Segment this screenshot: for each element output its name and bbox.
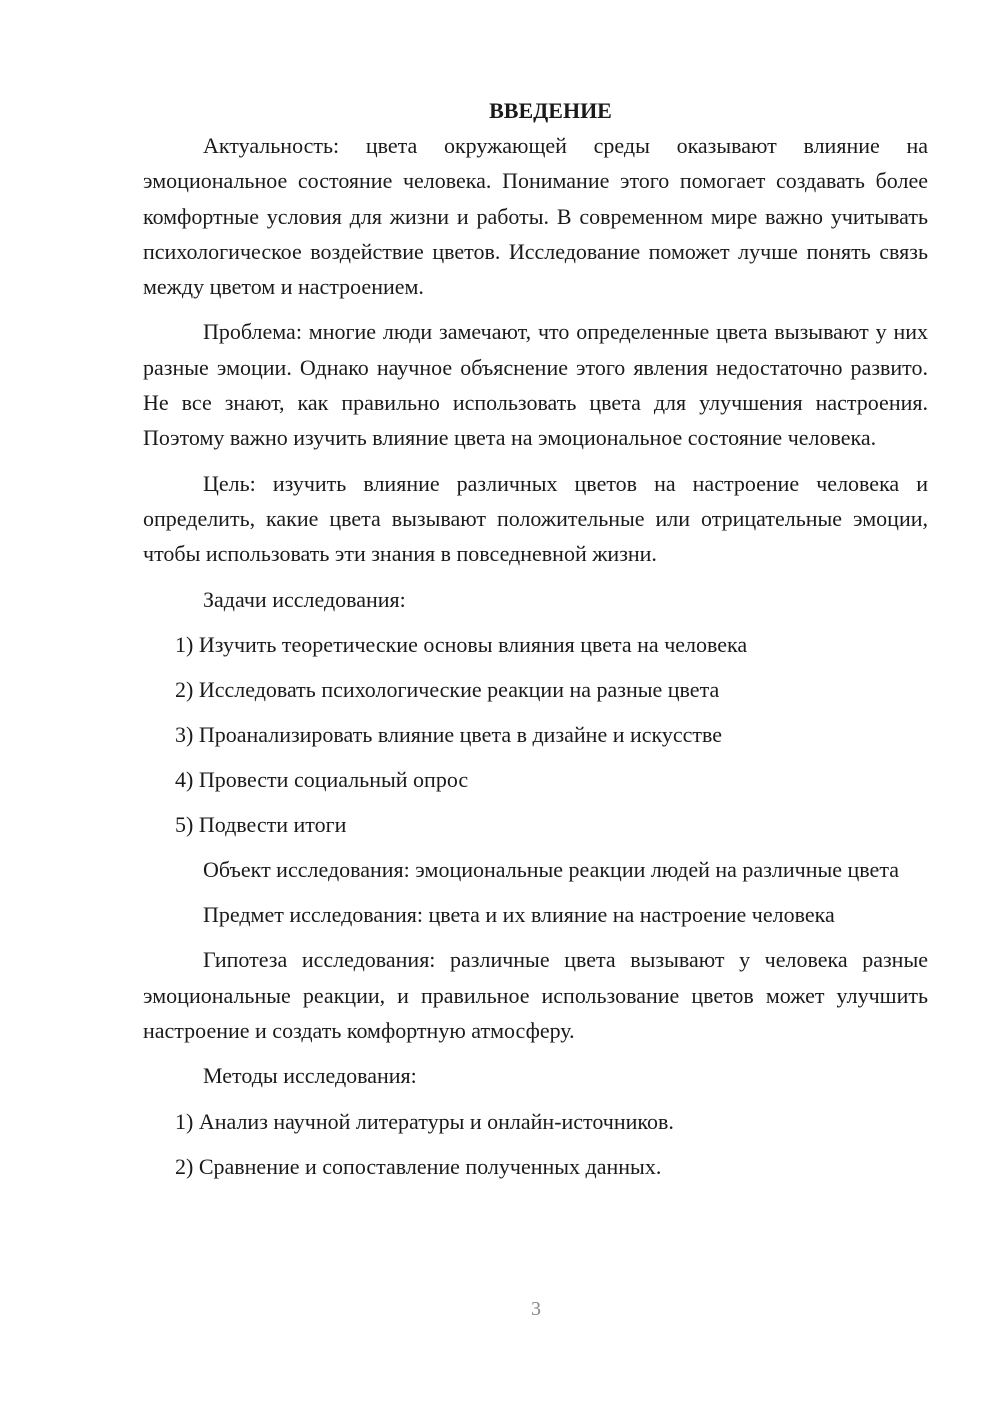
object-paragraph: Объект исследования: эмоциональные реакции людей на различные цвета	[203, 856, 899, 882]
methods-list	[143, 1104, 928, 1184]
task-item: 3) Проанализировать влияние цвета в дизайне и искусстве	[175, 721, 723, 747]
page-content	[143, 93, 928, 1194]
methods-heading: Методы исследования:	[203, 1063, 417, 1089]
task-item: 1) Изучить теоретические основы влияния цвета на человека	[175, 631, 748, 657]
method-item: 1) Анализ научной литературы и онлайн-источников.	[175, 1108, 674, 1134]
goal-paragraph: Цель: изучить влияние различных цветов на настроение человека и определить, какие цвета вызывают положительные или отрицательные эмоции, чтобы использовать эти знания в повседневной жизни.	[143, 470, 928, 567]
method-item: 2) Сравнение и сопоставление полученных данных.	[175, 1153, 662, 1179]
task-item: 2) Исследовать психологические реакции на разные цвета	[175, 676, 720, 702]
subject-paragraph: Предмет исследования: цвета и их влияние на настроение человека	[203, 902, 835, 928]
tasks-list	[143, 627, 928, 842]
task-item: 5) Подвести итоги	[175, 811, 347, 837]
tasks-heading: Задачи исследования:	[203, 586, 406, 612]
task-item: 4) Провести социальный опрос	[175, 766, 469, 792]
problem-paragraph: Проблема: многие люди замечают, что определенные цвета вызывают у них разные эмоции. Однако научное объяснение этого явления недостаточно развито. Не все знают, как правильно использовать цвета для улучшения настроения. Поэтому важно изучить влияние цвета на эмоциональное состояние человека.	[143, 319, 928, 451]
page-number: 3	[531, 1298, 541, 1320]
relevance-paragraph: Актуальность: цвета окружающей среды оказывают влияние на эмоциональное состояние человека. Понимание этого помогает создавать более комфортные условия для жизни и работы. В современном мире важно учитывать психологическое воздействие цветов. Исследование поможет лучше понять связь между цветом и настроением.	[143, 133, 928, 300]
hypothesis-paragraph: Гипотеза исследования: различные цвета вызывают у человека разные эмоциональные реакции, и правильное использование цветов может улучшить настроение и создать комфортную атмосферу.	[143, 947, 928, 1044]
section-title: ВВЕДЕНИЕ	[489, 98, 612, 123]
